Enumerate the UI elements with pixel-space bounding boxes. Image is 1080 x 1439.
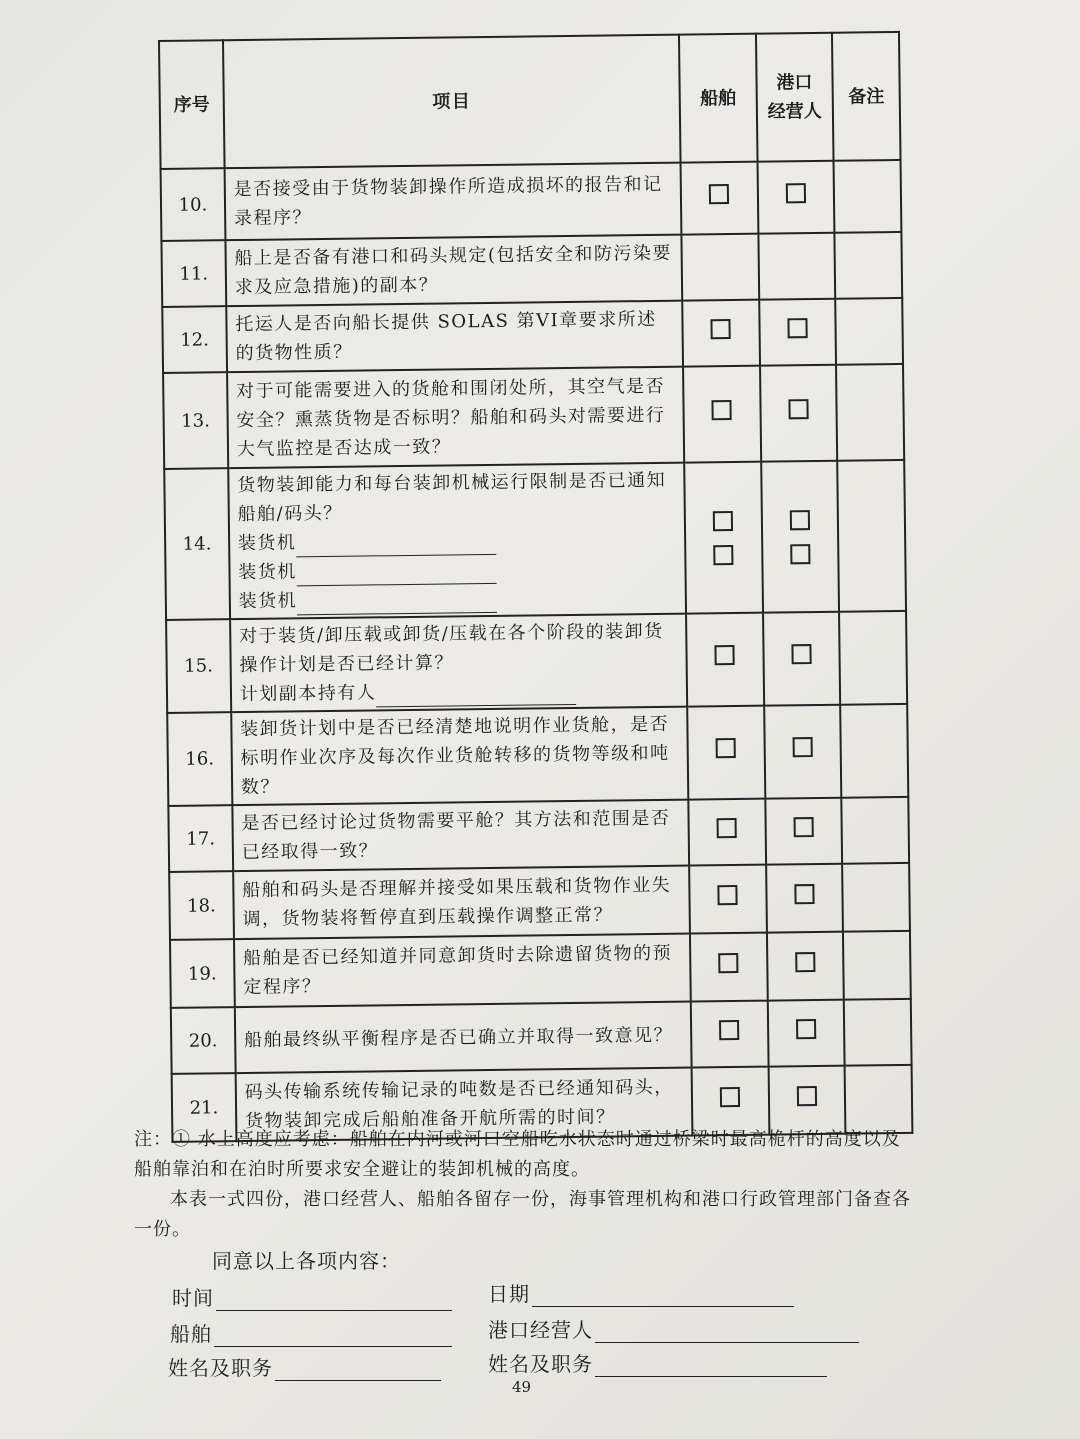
port-checkbox-cell [760, 365, 838, 462]
ship-field-group [170, 1318, 452, 1347]
ship-checkbox-cell [684, 462, 762, 614]
remarks-cell[interactable] [836, 364, 904, 461]
remarks-cell[interactable] [841, 797, 909, 864]
port-checkbox[interactable] [795, 952, 815, 972]
row-item-text: 对于装货/卸压载或卸货/压载在各个阶段的装卸货操作计划是否已经计算？ [238, 620, 664, 677]
row-item-text: 货物装卸能力和每台装卸机械运行限制是否已通知船舶/码头？ [237, 469, 667, 526]
header-row [159, 32, 901, 169]
row-number: 11. [161, 240, 226, 307]
header-port-operator [756, 33, 834, 162]
date-label: 日期 [488, 1282, 530, 1306]
port-checkbox-cell [767, 1000, 844, 1067]
remarks-cell[interactable] [842, 863, 910, 932]
row-number: 21. [172, 1073, 237, 1142]
header-no: 序号 [159, 40, 224, 169]
port-checkbox[interactable] [788, 399, 808, 419]
row-number: 13. [163, 372, 228, 469]
port-operator-field-group [488, 1314, 859, 1343]
ship-checkbox[interactable] [719, 1019, 739, 1039]
loader-field[interactable] [296, 534, 496, 557]
loader-label: 装货机 [237, 532, 297, 555]
table-row [167, 704, 908, 806]
remarks-cell[interactable] [840, 704, 908, 798]
port-checkbox[interactable] [797, 1086, 817, 1106]
ship-checkbox-cell [689, 865, 766, 934]
remarks-cell[interactable] [835, 298, 903, 365]
loader-field[interactable] [297, 563, 497, 586]
loader-label: 装货机 [238, 590, 298, 613]
table-row [164, 460, 906, 620]
ship-input[interactable] [214, 1324, 452, 1347]
page-number: 49 [512, 1378, 532, 1396]
port-checkbox-cell [766, 864, 843, 933]
remarks-cell[interactable] [834, 232, 902, 299]
port-checkbox-cell [759, 299, 836, 366]
port-name-title-label: 姓名及职务 [488, 1352, 593, 1376]
header-port-line1: 港口 [776, 72, 813, 94]
port-checkbox-cell [765, 798, 842, 865]
table-row [170, 931, 911, 1008]
row-number: 17. [168, 805, 233, 872]
port-checkbox[interactable] [790, 544, 810, 564]
table-row [163, 364, 904, 469]
ship-checkbox[interactable] [711, 319, 731, 339]
ship-checkbox-cell [681, 162, 758, 235]
agreement-statement: 同意以上各项内容： [212, 1249, 401, 1273]
port-checkbox-cell [764, 705, 842, 799]
port-checkbox[interactable] [796, 1019, 816, 1039]
port-checkbox[interactable] [793, 817, 813, 837]
port-name-title-group [488, 1348, 827, 1377]
port-checkbox[interactable] [794, 884, 814, 904]
row-item-text: 船舶和码头是否理解并接受如果压载和货物作业失调，货物装将暂停直到压载操作调整正常？ [233, 866, 690, 940]
ship-checkbox-cell [682, 300, 759, 367]
row-number: 19. [170, 939, 235, 1008]
ship-checkbox-cell [689, 799, 766, 866]
table-row [162, 298, 903, 373]
ship-name-title-label: 姓名及职务 [168, 1356, 273, 1380]
ship-checkbox[interactable] [716, 738, 736, 758]
ship-checkbox[interactable] [713, 511, 733, 531]
remarks-cell[interactable] [843, 931, 911, 1000]
port-operator-input[interactable] [595, 1320, 859, 1343]
date-input[interactable] [532, 1284, 794, 1307]
ship-checkbox[interactable] [720, 1086, 740, 1106]
port-checkbox-cell [757, 161, 834, 234]
header-ship: 船舶 [679, 34, 757, 163]
ship-checkbox[interactable] [712, 400, 732, 420]
row-number: 16. [167, 712, 232, 806]
row-number: 18. [169, 871, 234, 940]
table-row [169, 863, 910, 940]
plan-holder-label: 计划副本持有人 [239, 682, 377, 706]
row-item-cell [230, 614, 687, 713]
header-item: 项目 [223, 35, 681, 169]
notes-section [134, 1125, 914, 1245]
loader-line [239, 582, 678, 616]
loader-label: 装货机 [238, 561, 297, 584]
ship-name-title-group [168, 1352, 441, 1381]
ship-checkbox[interactable] [714, 545, 734, 565]
ship-checkbox-cell [686, 613, 764, 707]
port-checkbox-cell [767, 932, 844, 1001]
ship-checkbox[interactable] [709, 184, 729, 204]
time-label: 时间 [172, 1286, 214, 1310]
header-remarks: 备注 [832, 32, 901, 161]
port-checkbox[interactable] [786, 183, 806, 203]
port-name-title-input[interactable] [595, 1354, 827, 1377]
row-item-text: 船上是否备有港口和码头规定(包括安全和防污染要求及应急措施)的副本？ [225, 235, 682, 307]
port-checkbox[interactable] [790, 510, 810, 530]
ship-label: 船舶 [170, 1322, 212, 1346]
port-cell [758, 233, 835, 300]
plan-holder-field[interactable] [376, 684, 576, 707]
plan-holder-line [240, 675, 679, 709]
row-item-text: 船舶最终纵平衡程序是否已确立并取得一致意见？ [235, 1002, 692, 1074]
row-number: 20. [171, 1007, 236, 1074]
remarks-cell[interactable] [834, 160, 902, 233]
port-checkbox[interactable] [792, 737, 812, 757]
note-height: 注：① 水上高度应考虑：船舶在内河或河口空船吃水状态时通过桥梁时最高桅杆的高度以及船舶靠泊和在泊时所要求安全避让的装卸机械的高度。 [134, 1129, 901, 1180]
row-number: 14. [164, 468, 230, 620]
table-row [171, 999, 912, 1074]
port-checkbox-cell [763, 612, 841, 706]
ship-checkbox-cell [687, 706, 765, 800]
checklist-table [158, 31, 913, 1143]
ship-checkbox[interactable] [718, 884, 738, 904]
ship-checkbox-cell [690, 933, 767, 1002]
port-checkbox[interactable] [791, 644, 811, 664]
time-input[interactable] [216, 1288, 452, 1311]
row-number: 12. [162, 306, 227, 373]
remarks-cell[interactable] [844, 999, 912, 1066]
header-port-line2: 经营人 [767, 100, 822, 123]
row-item-cell [228, 463, 686, 620]
loader-field[interactable] [297, 592, 497, 615]
port-checkbox-cell [761, 461, 839, 613]
remarks-cell[interactable] [837, 460, 906, 612]
table-row [161, 232, 902, 307]
row-item-text: 船舶是否已经知道并同意卸货时去除遗留货物的预定程序？ [234, 934, 691, 1008]
ship-cell [682, 234, 759, 301]
ship-checkbox[interactable] [717, 817, 737, 837]
row-item-text: 对于可能需要进入的货舱和围闭处所，其空气是否安全？熏蒸货物是否标明？船舶和码头对需要进行大气监控是否达成一致？ [227, 367, 685, 469]
port-checkbox[interactable] [787, 318, 807, 338]
table-row [168, 797, 909, 872]
row-item-text: 装卸货计划中是否已经清楚地说明作业货舱，是否标明作业次序及每次作业货舱转移的货物等级和吨数？ [231, 707, 688, 806]
time-field-group [172, 1282, 452, 1311]
table-row [161, 160, 902, 241]
date-field-group [488, 1278, 794, 1307]
ship-checkbox-cell [691, 1001, 768, 1068]
remarks-cell[interactable] [839, 611, 907, 705]
row-number: 10. [161, 168, 226, 241]
ship-checkbox[interactable] [719, 952, 739, 972]
ship-name-title-input[interactable] [275, 1358, 441, 1381]
table-row [166, 611, 907, 713]
ship-checkbox-cell [683, 366, 761, 463]
row-number: 15. [166, 619, 231, 713]
remarks-cell[interactable] [845, 1065, 913, 1134]
row-item-text: 是否已经讨论过货物需要平舱？其方法和范围是否已经取得一致？ [232, 800, 689, 872]
note-copies: 本表一式四份，港口经营人、船舶各留存一份，海事管理机构和港口行政管理部门备查各一份。 [134, 1189, 911, 1240]
port-operator-label: 港口经营人 [488, 1318, 593, 1342]
row-item-text: 托运人是否向船长提供 SOLAS 第VI章要求所述的货物性质？ [226, 301, 683, 373]
row-item-text: 是否接受由于货物装卸操作所造成损坏的报告和记录程序？ [224, 163, 681, 241]
ship-checkbox[interactable] [715, 645, 735, 665]
row-item-text: 码头传输系统传输记录的吨数是否已经通知码头，货物装卸完成后船舶准备开航所需的时间？ [235, 1068, 692, 1142]
